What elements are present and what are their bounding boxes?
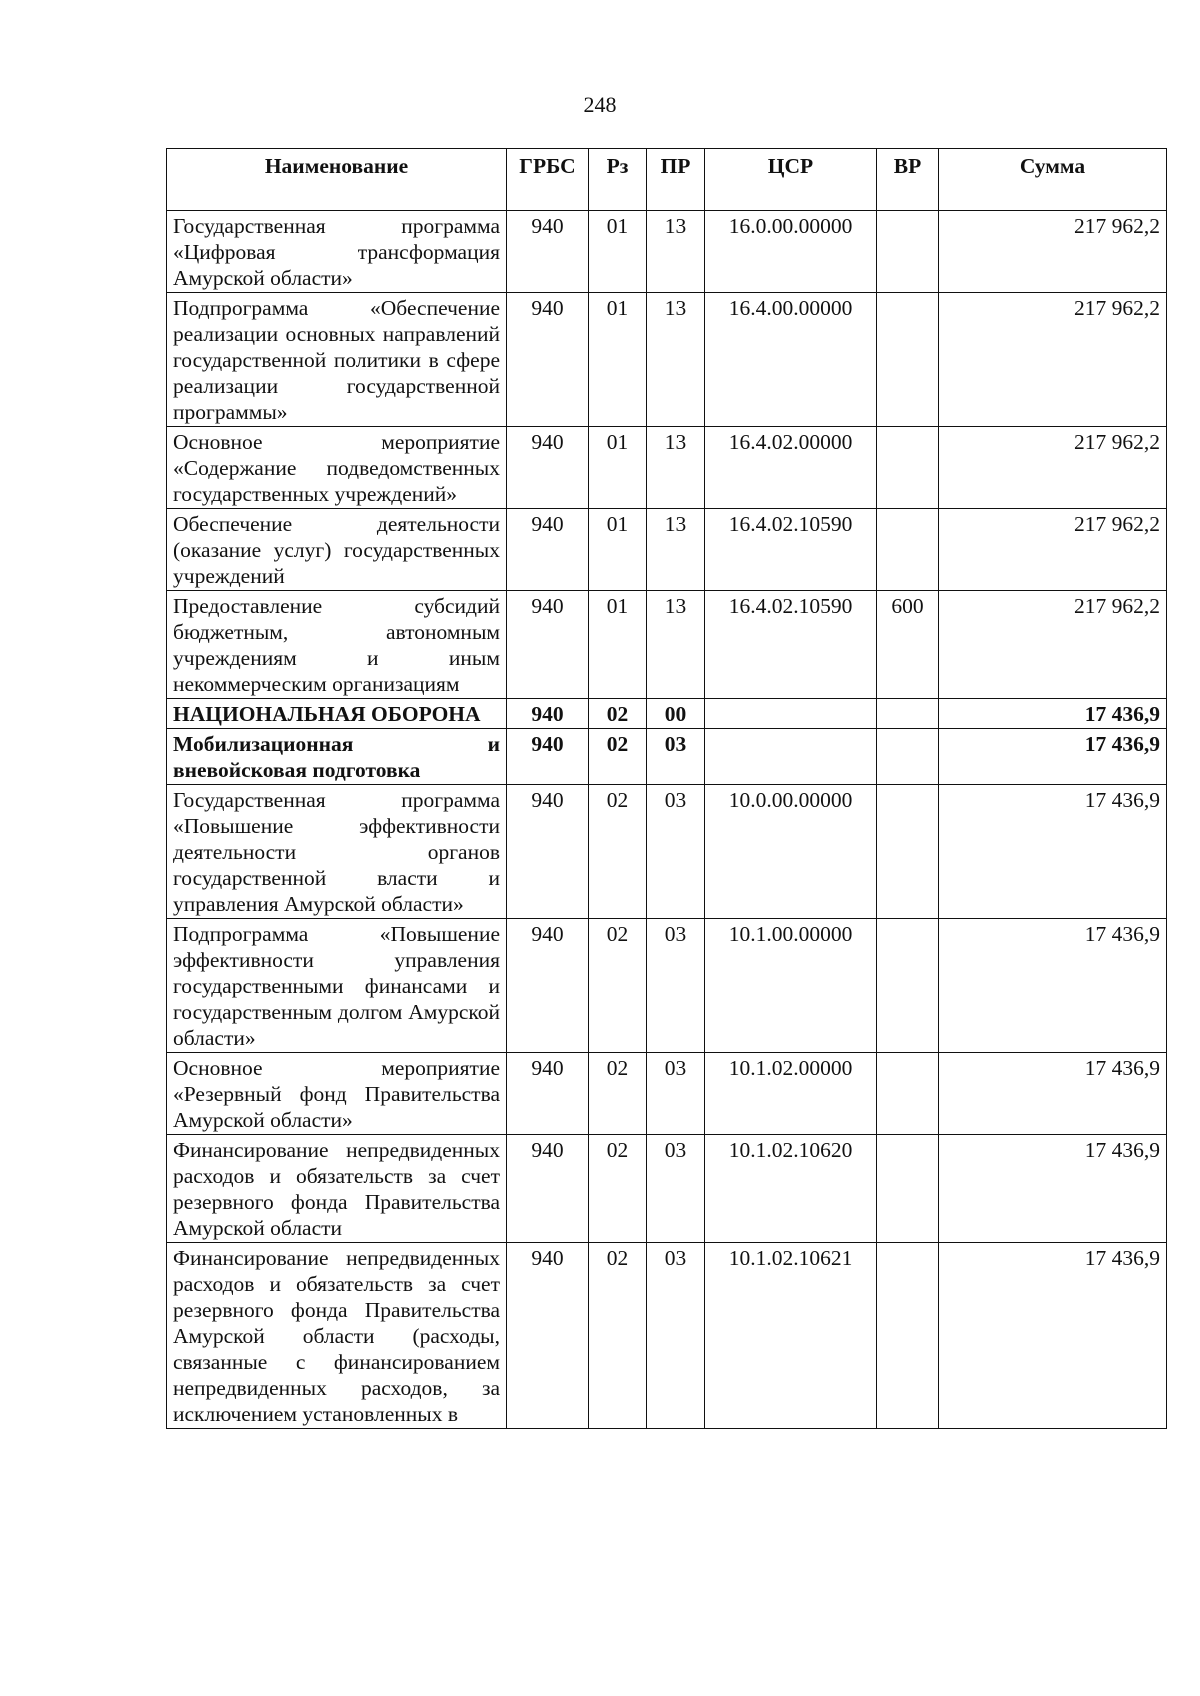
cell-csr: 10.1.02.10621 [705,1243,877,1429]
cell-csr: 10.0.00.00000 [705,785,877,919]
cell-csr: 16.4.00.00000 [705,293,877,427]
cell-name: Мобилизационная и вневойсковая подготовка [167,729,507,785]
cell-pr: 03 [647,1135,705,1243]
cell-grbs: 940 [507,427,589,509]
header-sum: Сумма [939,149,1167,211]
cell-grbs: 940 [507,699,589,729]
cell-sum: 17 436,9 [939,919,1167,1053]
cell-vr [877,427,939,509]
table-row [167,427,1167,509]
cell-pr: 00 [647,699,705,729]
cell-pr: 03 [647,785,705,919]
cell-pr: 13 [647,591,705,699]
cell-csr: 16.4.02.10590 [705,591,877,699]
cell-sum: 217 962,2 [939,293,1167,427]
cell-rz: 02 [589,785,647,919]
cell-sum: 17 436,9 [939,1053,1167,1135]
page-number: 248 [583,92,617,117]
cell-sum: 217 962,2 [939,509,1167,591]
cell-rz: 01 [589,211,647,293]
table-row [167,699,1167,729]
cell-grbs: 940 [507,211,589,293]
cell-pr: 03 [647,1243,705,1429]
cell-sum: 217 962,2 [939,591,1167,699]
cell-grbs: 940 [507,1053,589,1135]
cell-csr: 16.4.02.00000 [705,427,877,509]
table-row [167,1053,1167,1135]
cell-grbs: 940 [507,729,589,785]
cell-name: Обеспечение деятельности (оказание услуг) государственных учреждений [167,509,507,591]
cell-pr: 03 [647,729,705,785]
cell-rz: 02 [589,1135,647,1243]
cell-name: Финансирование непредвиденных расходов и обязательств за счет резервного фонда Правительства Амурской области [167,1135,507,1243]
budget-table [166,148,1167,1429]
cell-rz: 02 [589,1053,647,1135]
cell-grbs: 940 [507,591,589,699]
cell-pr: 13 [647,509,705,591]
cell-grbs: 940 [507,785,589,919]
cell-name: Основное мероприятие «Содержание подведомственных государственных учреждений» [167,427,507,509]
cell-grbs: 940 [507,293,589,427]
cell-name: Подпрограмма «Повышение эффективности управления государственными финансами и государственным долгом Амурской области» [167,919,507,1053]
cell-name: Предоставление субсидий бюджетным, автономным учреждениям и иным некоммерческим организациям [167,591,507,699]
cell-csr: 16.4.02.10590 [705,509,877,591]
cell-rz: 02 [589,1243,647,1429]
cell-rz: 01 [589,427,647,509]
cell-vr [877,1243,939,1429]
cell-rz: 02 [589,919,647,1053]
table-row [167,211,1167,293]
cell-name: НАЦИОНАЛЬНАЯ ОБОРОНА [167,699,507,729]
cell-sum: 17 436,9 [939,785,1167,919]
header-vr: ВР [877,149,939,211]
cell-name: Государственная программа «Повышение эффективности деятельности органов государственной власти и управления Амурской области» [167,785,507,919]
cell-name: Основное мероприятие «Резервный фонд Правительства Амурской области» [167,1053,507,1135]
cell-vr [877,1135,939,1243]
table-row [167,293,1167,427]
cell-grbs: 940 [507,919,589,1053]
cell-vr [877,1053,939,1135]
header-csr: ЦСР [705,149,877,211]
table-row [167,509,1167,591]
cell-pr: 13 [647,211,705,293]
cell-vr [877,729,939,785]
cell-name: Финансирование непредвиденных расходов и обязательств за счет резервного фонда Правительства Амурской области (расходы, связанные с финансированием непредвиденных расходов, за исключением установленных в [167,1243,507,1429]
table-row [167,591,1167,699]
cell-name: Государственная программа «Цифровая трансформация Амурской области» [167,211,507,293]
cell-rz: 02 [589,699,647,729]
cell-grbs: 940 [507,1243,589,1429]
cell-rz: 01 [589,509,647,591]
cell-pr: 03 [647,919,705,1053]
table-row [167,785,1167,919]
cell-vr [877,785,939,919]
cell-rz: 01 [589,591,647,699]
cell-grbs: 940 [507,509,589,591]
header-grbs: ГРБС [507,149,589,211]
table-body [167,211,1167,1429]
cell-pr: 03 [647,1053,705,1135]
cell-sum: 217 962,2 [939,427,1167,509]
header-name: Наименование [167,149,507,211]
cell-sum: 17 436,9 [939,1135,1167,1243]
cell-vr [877,211,939,293]
table-row [167,1243,1167,1429]
cell-pr: 13 [647,427,705,509]
cell-csr: 10.1.00.00000 [705,919,877,1053]
cell-vr [877,293,939,427]
cell-rz: 01 [589,293,647,427]
cell-sum: 17 436,9 [939,699,1167,729]
cell-name: Подпрограмма «Обеспечение реализации основных направлений государственной политики в сфере реализации государственной программы» [167,293,507,427]
table-row [167,729,1167,785]
cell-csr: 10.1.02.10620 [705,1135,877,1243]
cell-rz: 02 [589,729,647,785]
cell-csr [705,699,877,729]
cell-vr: 600 [877,591,939,699]
table-row [167,919,1167,1053]
cell-pr: 13 [647,293,705,427]
cell-csr [705,729,877,785]
cell-vr [877,919,939,1053]
cell-sum: 17 436,9 [939,729,1167,785]
header-rz: Рз [589,149,647,211]
table-row [167,1135,1167,1243]
cell-csr: 10.1.02.00000 [705,1053,877,1135]
cell-vr [877,509,939,591]
cell-sum: 217 962,2 [939,211,1167,293]
table-header-row [167,149,1167,211]
cell-grbs: 940 [507,1135,589,1243]
cell-vr [877,699,939,729]
header-pr: ПР [647,149,705,211]
cell-csr: 16.0.00.00000 [705,211,877,293]
cell-sum: 17 436,9 [939,1243,1167,1429]
